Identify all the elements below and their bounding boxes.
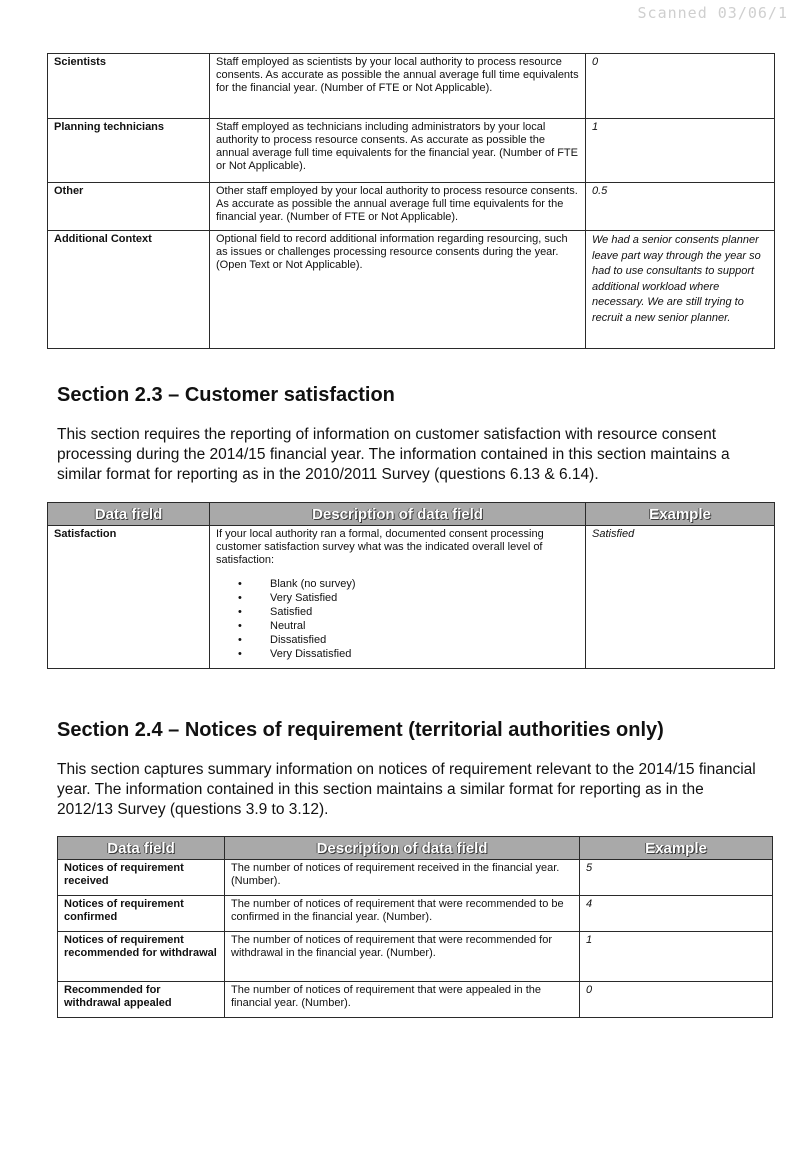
satisfaction-table bbox=[47, 502, 775, 669]
list-item: • Blank (no survey) bbox=[238, 577, 579, 591]
header-row bbox=[58, 837, 773, 860]
section-2-4-title: Section 2.4 – Notices of requirement (territorial authorities only) bbox=[57, 719, 664, 741]
table-row bbox=[58, 932, 773, 982]
data-field-cell: Planning technicians bbox=[48, 119, 210, 183]
list-item: • Very Satisfied bbox=[238, 591, 579, 605]
description-cell: Optional field to record additional information regarding resourcing, such as issues or challenges processing resource consents during the year. (Open Text or Not Applicable). bbox=[210, 231, 586, 349]
data-field-cell: Additional Context bbox=[48, 231, 210, 349]
satisfaction-options-list bbox=[216, 577, 579, 661]
column-header: Description of data field bbox=[225, 837, 580, 860]
list-item: • Neutral bbox=[238, 619, 579, 633]
example-cell: We had a senior consents planner leave part way through the year so had to use consultants to support additional workload where necessary. We are still trying to recruit a new senior planner. bbox=[586, 231, 775, 349]
example-cell: Satisfied bbox=[586, 526, 775, 669]
description-text: If your local authority ran a formal, documented consent processing customer satisfaction survey what was the indicated overall level of satisfaction: bbox=[216, 528, 544, 566]
column-header: Data field bbox=[48, 503, 210, 526]
list-item: • Dissatisfied bbox=[238, 633, 579, 647]
description-cell: The number of notices of requirement that were recommended for withdrawal in the financial year. (Number). bbox=[225, 932, 580, 982]
table-row bbox=[58, 896, 773, 932]
section-2-4-intro: This section captures summary information on notices of requirement relevant to the 2014/15 financial year. The information contained in this section maintains a similar format for reporting as in the 2012/13 Survey (questions 3.9 to 3.12). bbox=[57, 761, 756, 818]
example-cell: 1 bbox=[580, 932, 773, 982]
description-cell: The number of notices of requirement that were recommended to be confirmed in the financial year. (Number). bbox=[225, 896, 580, 932]
data-field-cell: Scientists bbox=[48, 54, 210, 119]
data-field-cell: Satisfaction bbox=[48, 526, 210, 669]
description-cell bbox=[210, 526, 586, 669]
table-row bbox=[48, 119, 775, 183]
table-row bbox=[48, 54, 775, 119]
example-cell: 0 bbox=[586, 54, 775, 119]
notices-table bbox=[57, 836, 773, 1018]
description-cell: Other staff employed by your local authority to process resource consents. As accurate as possible the annual average full time equivalents for the financial year. (Number of FTE or Not Applicable). bbox=[210, 183, 586, 231]
description-cell: The number of notices of requirement that were appealed in the financial year. (Number). bbox=[225, 982, 580, 1018]
column-header: Example bbox=[580, 837, 773, 860]
data-field-cell: Recommended for withdrawal appealed bbox=[58, 982, 225, 1018]
description-cell: The number of notices of requirement received in the financial year. (Number). bbox=[225, 860, 580, 896]
description-cell: Staff employed as technicians including administrators by your local authority to process resource consents. As accurate as possible the annual average full time equivalents for the financial year. (Number of FTE or Not Applicable). bbox=[210, 119, 586, 183]
example-cell: 1 bbox=[586, 119, 775, 183]
column-header: Data field bbox=[58, 837, 225, 860]
data-field-cell: Notices of requirement received bbox=[58, 860, 225, 896]
list-item: • Satisfied bbox=[238, 605, 579, 619]
table-row bbox=[48, 183, 775, 231]
column-header: Example bbox=[586, 503, 775, 526]
example-cell: 5 bbox=[580, 860, 773, 896]
data-field-cell: Notices of requirement recommended for withdrawal bbox=[58, 932, 225, 982]
header-row bbox=[48, 503, 775, 526]
list-item: • Very Dissatisfied bbox=[238, 647, 579, 661]
table-row bbox=[58, 860, 773, 896]
data-field-cell: Notices of requirement confirmed bbox=[58, 896, 225, 932]
table-row bbox=[48, 526, 775, 669]
data-field-cell: Other bbox=[48, 183, 210, 231]
table-row bbox=[48, 231, 775, 349]
scanned-stamp: Scanned 03/06/1 bbox=[637, 4, 788, 22]
staffing-table bbox=[47, 53, 775, 349]
example-cell: 0.5 bbox=[586, 183, 775, 231]
example-cell: 4 bbox=[580, 896, 773, 932]
example-cell: 0 bbox=[580, 982, 773, 1018]
table-row bbox=[58, 982, 773, 1018]
section-2-3-intro: This section requires the reporting of information on customer satisfaction with resource consent processing during the 2014/15 financial year. The information contained in this section maintains a similar format for reporting as in the 2010/2011 Survey (questions 6.13 & 6.14). bbox=[57, 426, 730, 483]
section-2-3-title: Section 2.3 – Customer satisfaction bbox=[57, 384, 395, 406]
column-header: Description of data field bbox=[210, 503, 586, 526]
description-cell: Staff employed as scientists by your local authority to process resource consents. As accurate as possible the annual average full time equivalents for the financial year. (Number of FTE or Not Applicable). bbox=[210, 54, 586, 119]
